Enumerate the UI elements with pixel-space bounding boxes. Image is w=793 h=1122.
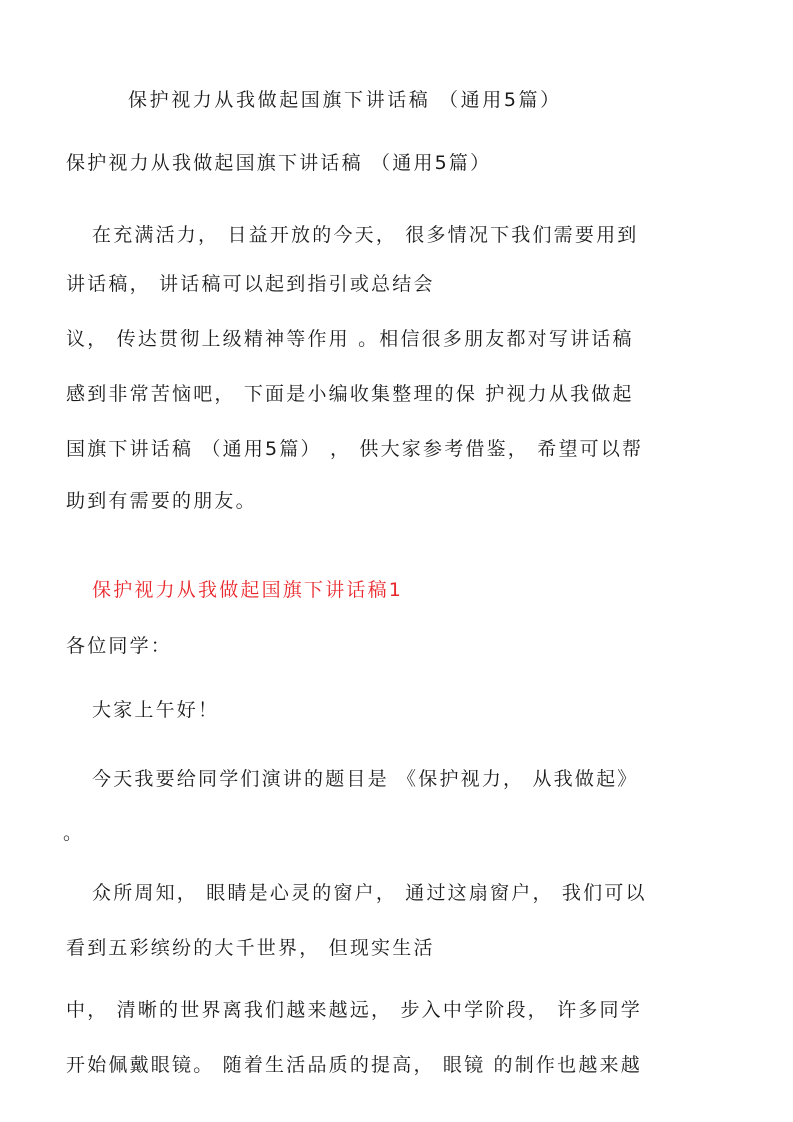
paragraph-line: 在充满活力， 日益开放的今天， 很多情况下我们需要用到: [92, 224, 639, 246]
paragraph-line: 开始佩戴眼镜。 随着生活品质的提高， 眼镜 的制作也越来越: [66, 1054, 642, 1076]
paragraph-line: 。: [63, 822, 85, 844]
document-title: 保护视力从我做起国旗下讲话稿 （通用5篇）: [128, 89, 562, 111]
paragraph-line: 看到五彩缤纷的大千世界， 但现实生活: [66, 937, 435, 959]
document-subtitle: 保护视力从我做起国旗下讲话稿 （通用5篇）: [66, 152, 492, 174]
salutation: 大家上午好！: [92, 699, 220, 721]
paragraph-line: 国旗下讲话稿 （通用5篇） ， 供大家参考借鉴， 希望可以帮: [66, 438, 644, 460]
paragraph-line: 助到有需要的朋友。: [66, 490, 257, 512]
paragraph-line: 感到非常苦恼吧， 下面是小编收集整理的保 护视力从我做起: [66, 383, 634, 405]
paragraph-line: 今天我要给同学们演讲的题目是 《保护视力， 从我做起》: [92, 768, 639, 790]
greeting: 各位同学：: [66, 635, 173, 657]
paragraph-line: 众所周知， 眼睛是心灵的窗户， 通过这扇窗户， 我们可以: [92, 882, 647, 904]
paragraph-line: 中， 清晰的世界离我们越来越远， 步入中学阶段， 许多同学: [66, 999, 642, 1021]
paragraph-line: 讲话稿， 讲话稿可以起到指引或总结会: [66, 273, 435, 295]
section-heading: 保护视力从我做起国旗下讲话稿1: [92, 579, 404, 601]
paragraph-line: 议， 传达贯彻上级精神等作用 。相信很多朋友都对写讲话稿: [66, 328, 634, 350]
